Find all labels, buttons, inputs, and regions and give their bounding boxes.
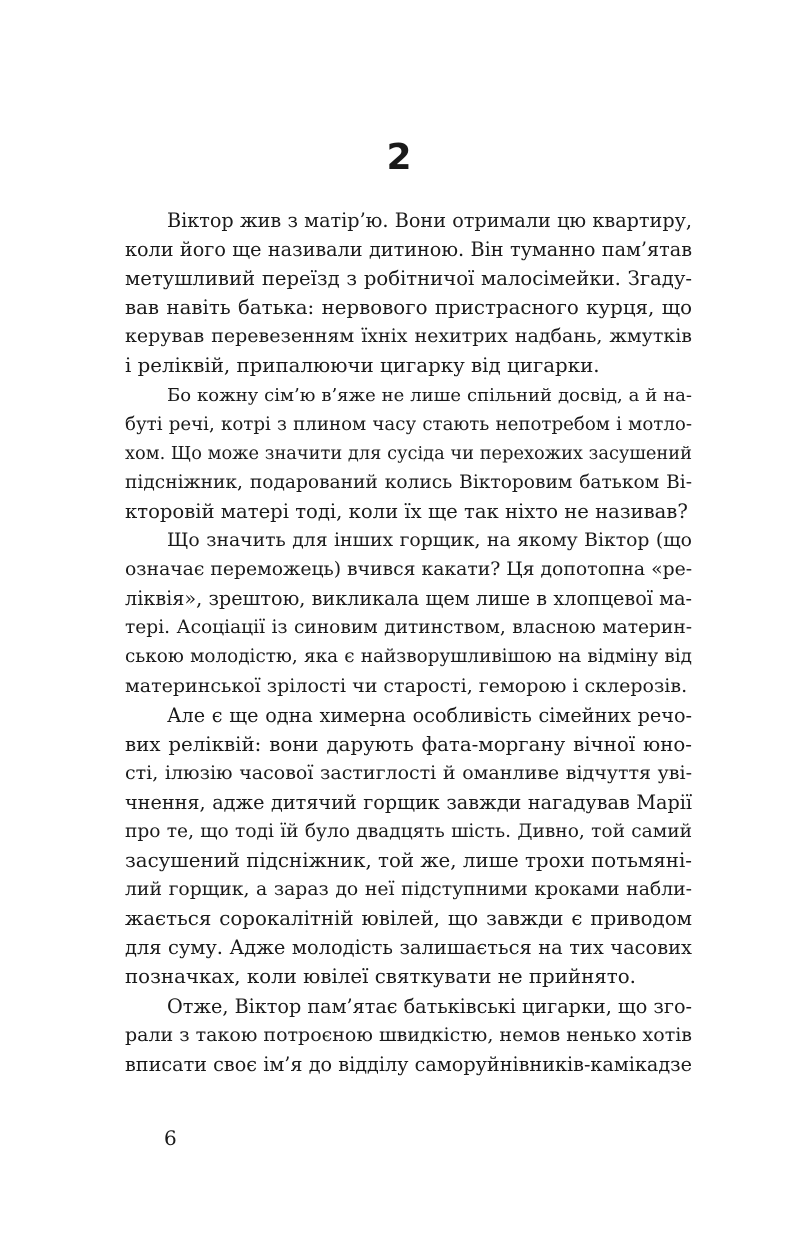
text-line: про те, що тоді їй було двадцять шість. Дивно, той самий [125,820,692,842]
text-line: кторовій матері тоді, коли їх ще так ніхто не називав? [125,499,688,523]
text-line: означає переможець) вчився какати? Ця допотопна «ре- [125,559,693,581]
text-line: позначках, коли ювілеї святкувати не прийнято. [125,965,636,989]
text-line: метушливий переїзд з робітничої малосімейки. Згаду- [125,267,692,291]
text-line: тері. Асоціації із синовим дитинством, власною материн- [125,617,692,639]
text-line: ською молодістю, яка є найзворушливішою на відміну від [125,646,692,668]
text-line: лий горщик, а зараз до неї підступними кроками набли- [125,879,692,901]
chapter-number: 2 [386,137,412,178]
body-text [125,206,692,1079]
text-line: вписати своє ім’я до відділу саморуйнівників-камікадзе [125,1052,692,1076]
text-line: буті речі, котрі з плином часу стають непотребом і мотло- [125,413,692,435]
text-line: Отже, Віктор пам’ятає батьківські цигарки, що зго- [167,994,692,1018]
text-line: для суму. Адже молодість залишається на тих часових [125,936,692,960]
paragraph [125,701,692,992]
text-line: керував перевезенням їхніх нехитрих надбань, жмутків [125,325,692,348]
text-line: підсніжник, подарований колись Вікторовим батьком Ві- [125,471,692,493]
text-line: і реліквій, припалюючи цигарку від цигарки. [125,354,600,378]
text-line: вих реліквій: вони дарують фата-моргану вічної юно- [125,732,692,756]
text-line: рали з такою потроєною швидкістю, немов ненько хотів [125,1023,692,1046]
text-line: Бо кожну сім’ю в’яже не лише спільний досвід, а й на- [167,384,692,406]
text-line: жається сорокалітній ювілей, що завжди є приводом [125,907,692,931]
page-number: 6 [164,1126,177,1150]
text-line: чнення, адже дитячий горщик завжди нагадував Марії [125,790,692,814]
paragraph [125,992,692,1079]
text-line: засушений підсніжник, той же, лише трохи потьмяні- [125,849,692,873]
text-line: Віктор жив з матір’ю. Вони отримали цю квартиру, [167,209,692,232]
paragraph [125,206,692,381]
text-line: хом. Що може значити для сусіда чи перехожих засушений [125,442,692,464]
text-line: сті, ілюзію часової застиглості й оманливе відчуття уві- [125,761,692,784]
text-line: материнської зрілості чи старості, геморою і склерозів. [125,674,688,697]
paragraph [125,381,692,526]
paragraph [125,526,692,701]
text-line: коли його ще називали дитиною. Він туманно пам’ятав [125,238,692,262]
text-line: вав навіть батька: нервового пристрасного курця, що [125,296,692,320]
text-line: ліквія», зрештою, викликала щем лише в хлопцевої ма- [125,587,692,611]
text-line: Що значить для інших горщик, на якому Віктор (що [167,530,692,552]
text-line: Але є ще одна химерна особливість сімейних речо- [167,703,692,727]
